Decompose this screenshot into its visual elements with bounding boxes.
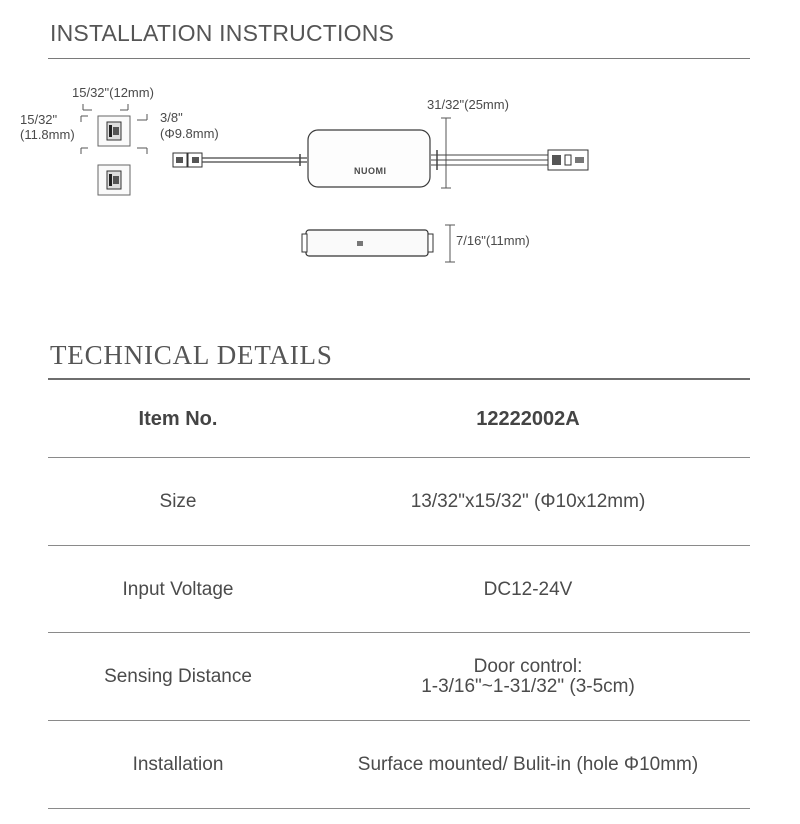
spec-label: Item No. — [138, 407, 218, 430]
sensor-side-view — [98, 165, 130, 195]
spec-value: 13/32"x15/32" (Φ10x12mm) — [410, 491, 646, 513]
output-connector — [548, 150, 588, 170]
spec-row-installation — [48, 721, 750, 809]
spec-value-line: Door control: — [473, 656, 583, 678]
installation-title: INSTALLATION INSTRUCTIONS — [50, 20, 395, 46]
sensor-top-view — [98, 116, 130, 146]
input-connector — [173, 153, 202, 167]
brand-logo: NUOMI — [354, 166, 387, 176]
box-thickness-label: 7/16"(11mm) — [456, 233, 530, 248]
sensor-depth-label-metric: (Φ9.8mm) — [160, 126, 219, 141]
box-thickness-dimension — [445, 225, 455, 262]
spec-row-sensing-distance — [48, 633, 750, 721]
height-dimension-marks — [81, 116, 88, 154]
spec-value: 12222002A — [476, 407, 580, 430]
row-divider — [48, 808, 750, 809]
spec-value — [328, 633, 728, 721]
sensor-width-label: 15/32"(12mm) — [72, 85, 154, 100]
spec-label: Sensing Distance — [104, 666, 252, 687]
controller-box — [308, 130, 430, 187]
width-dimension-marks — [83, 104, 128, 110]
technical-details-title: TECHNICAL DETAILS — [50, 340, 333, 370]
controller-box-side-view — [302, 230, 433, 256]
output-cable — [431, 155, 548, 165]
depth-dimension-marks — [137, 114, 147, 154]
box-width-label: 31/32"(25mm) — [427, 97, 509, 112]
spec-row-item-no — [48, 380, 750, 458]
spec-row-size — [48, 458, 750, 546]
installation-divider — [48, 58, 750, 59]
spec-row-input-voltage — [48, 546, 750, 633]
spec-label: Size — [159, 491, 197, 512]
spec-value: DC12-24V — [483, 578, 573, 600]
spec-label: Input Voltage — [122, 578, 234, 600]
spec-value: Surface mounted/ Bulit-in (hole Φ10mm) — [357, 754, 699, 776]
sensor-height-label-metric: (11.8mm) — [20, 127, 75, 142]
spec-value-line: 1-3/16"~1-31/32" (3-5cm) — [421, 676, 635, 697]
sensor-depth-label-imperial: 3/8" — [160, 110, 183, 125]
sensor-height-label-imperial: 15/32" — [20, 112, 58, 127]
spec-label: Installation — [132, 754, 224, 775]
installation-diagram — [0, 70, 800, 270]
input-cable — [202, 158, 307, 162]
box-width-dimension — [441, 118, 451, 188]
